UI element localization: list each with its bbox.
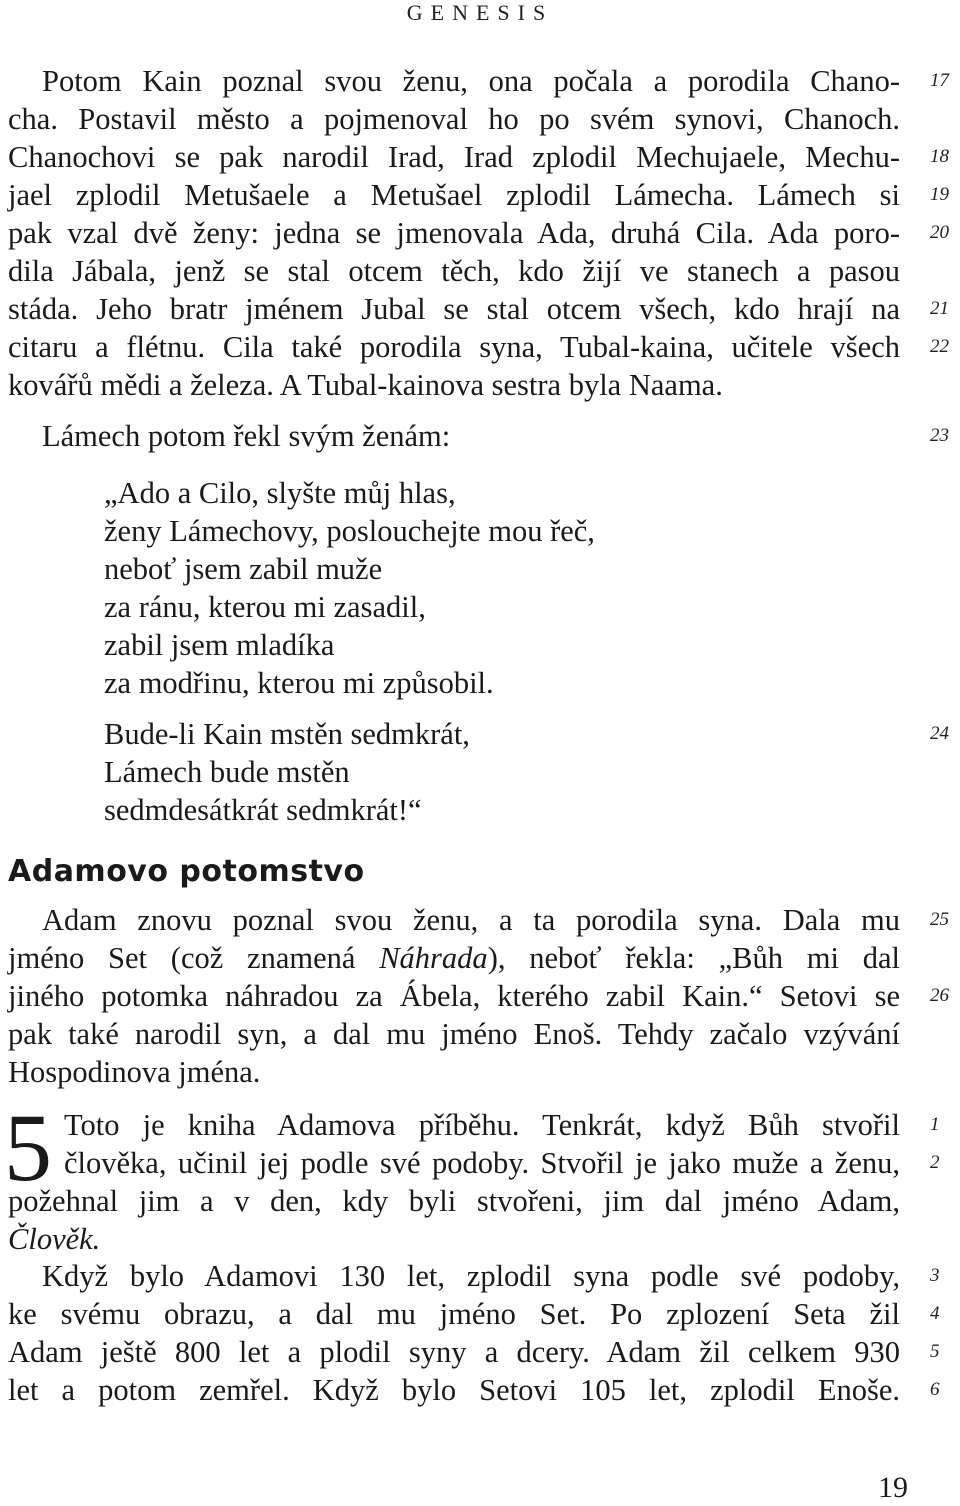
verse-number: 5 (930, 1341, 940, 1362)
verse-number: 2 (930, 1152, 940, 1173)
italic-term: Náhrada (379, 941, 488, 975)
text-line: člověka, učinil jej podle své podoby. Stvořil je jako muže a ženu, 2 (0, 1144, 960, 1182)
text-line: požehnal jim a v den, kdy byli stvořeni, jim dal jméno Adam, (8, 1184, 900, 1218)
paragraph-genealogy-cain (0, 62, 960, 404)
text-line: pak vzal dvě ženy: jedna se jmenovala Ada, druhá Cila. Ada poro- 20 (0, 214, 960, 252)
poem-stanza-2 (0, 715, 960, 829)
verse-number: 17 (930, 70, 949, 91)
text-line: Adam ještě 800 let a plodil syny a dcery. Adam žil celkem 930 5 (0, 1333, 960, 1371)
text-line: Adam znovu poznal svou ženu, a ta porodila syna. Dala mu 25 (0, 901, 960, 939)
poem-line: sedmdesátkrát sedmkrát!“ (104, 793, 422, 827)
lamech-intro (0, 417, 960, 455)
poem-line: Bude-li Kain mstěn sedmkrát, 24 (0, 715, 960, 753)
text-line: cha. Postavil město a pojmenoval ho po svém synovi, Chanoch. (8, 102, 900, 136)
section-heading: Adamovo potomstvo (8, 854, 365, 889)
poem-stanza-1 (0, 474, 960, 702)
page-number: 19 (878, 1471, 908, 1504)
poem-line: za ránu, kterou mi zasadil, (104, 590, 426, 624)
text-line: Lámech potom řekl svým ženám: 23 (0, 417, 960, 455)
italic-term: Člověk. (8, 1222, 101, 1256)
verse-number: 20 (930, 222, 949, 243)
poem-line: neboť jsem zabil muže (104, 552, 383, 586)
text-line: stáda. Jeho bratr jménem Jubal se stal otcem všech, kdo hrají na 21 (0, 290, 960, 328)
text-line: jiného potomka náhradou za Ábela, kterého zabil Kain.“ Setovi se 26 (0, 977, 960, 1015)
verse-number: 19 (930, 184, 949, 205)
text-line (0, 1220, 960, 1258)
text-line: jméno Set (což znamená Náhrada), neboť řekla: „Bůh mi dal (8, 941, 900, 975)
text-line: jael zplodil Metušaele a Metušael zplodil Lámecha. Lámech si 19 (0, 176, 960, 214)
verse-number: 18 (930, 146, 949, 167)
text-line: Hospodinova jména. (8, 1055, 261, 1089)
paragraph-adam-years (0, 1257, 960, 1409)
verse-number: 1 (930, 1114, 940, 1135)
poem-line: za modřinu, kterou mi způsobil. (104, 666, 494, 700)
text-line: kovářů mědi a železa. A Tubal-kainova sestra byla Naama. (8, 368, 723, 402)
running-header: GENESIS (406, 0, 554, 25)
poem-line: ženy Lámechovy, poslouchejte mou řeč, (104, 514, 595, 548)
text-line: Toto je kniha Adamova příběhu. Tenkrát, když Bůh stvořil 1 (0, 1106, 960, 1144)
verse-number: 21 (930, 298, 949, 319)
paragraph-seth-birth (0, 901, 960, 1091)
chapter-number-dropcap: 5 (4, 1094, 52, 1201)
verse-number: 22 (930, 336, 949, 357)
poem-line: Lámech bude mstěn (104, 755, 350, 789)
text-line: Když bylo Adamovi 130 let, zplodil syna podle své podoby, 3 (0, 1257, 960, 1295)
verse-number: 25 (930, 909, 949, 930)
text-line: pak také narodil syn, a dal mu jméno Enoš. Tehdy začalo vzývání (8, 1017, 900, 1051)
text-line: Chanochovi se pak narodil Irad, Irad zplodil Mechujaele, Mechu- 18 (0, 138, 960, 176)
verse-number: 24 (930, 723, 949, 744)
poem-line: „Ado a Cilo, slyšte můj hlas, (104, 476, 456, 510)
poem-line: zabil jsem mladíka (104, 628, 335, 662)
verse-number: 26 (930, 985, 949, 1006)
text-line: citaru a flétnu. Cila také porodila syna, Tubal-kaina, učitele všech 22 (0, 328, 960, 366)
text-line: dila Jábala, jenž se stal otcem těch, kdo žijí ve stanech a pasou (8, 254, 900, 288)
verse-number: 23 (930, 425, 949, 446)
text-line: ke svému obrazu, a dal mu jméno Set. Po zplození Seta žil 4 (0, 1295, 960, 1333)
verse-number: 6 (930, 1379, 940, 1400)
text-line: Potom Kain poznal svou ženu, ona počala a porodila Chano- 17 (0, 62, 960, 100)
verse-number: 4 (930, 1303, 940, 1324)
paragraph-adam-book (0, 1106, 960, 1258)
verse-number: 3 (930, 1265, 940, 1286)
text-line: let a potom zemřel. Když bylo Setovi 105 let, zplodil Enoše. 6 (0, 1371, 960, 1409)
